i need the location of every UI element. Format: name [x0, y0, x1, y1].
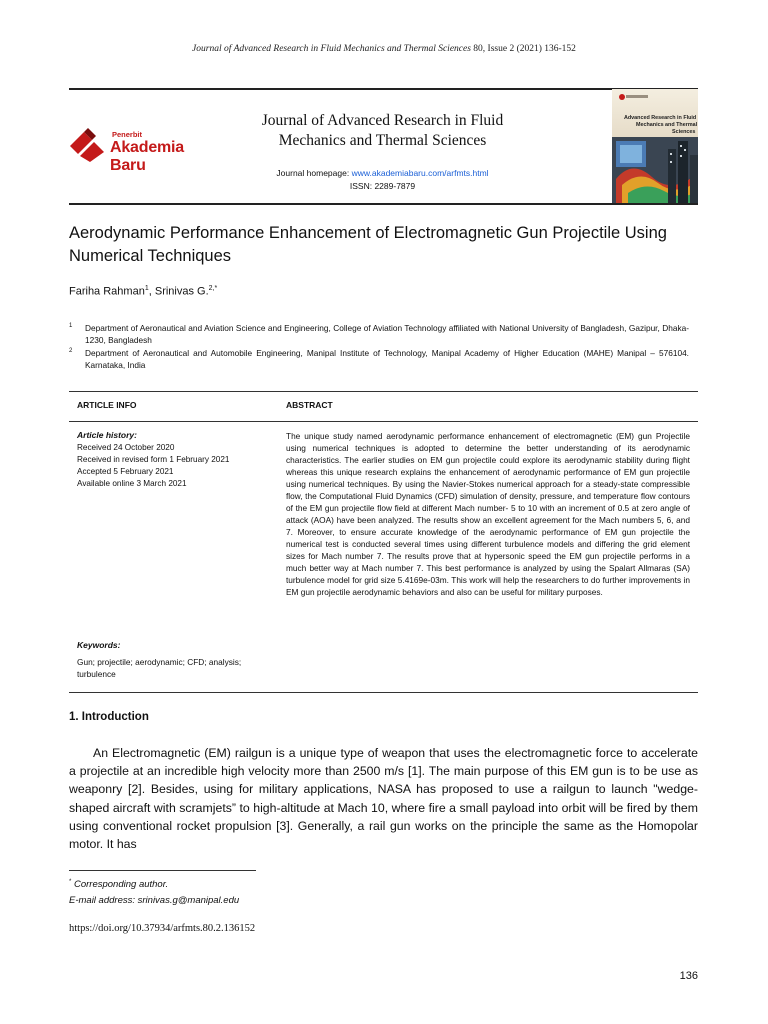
article-authors	[69, 285, 217, 298]
homepage-link[interactable]: www.akademiabaru.com/arfmts.html	[351, 168, 489, 178]
abstract-header: ABSTRACT	[286, 400, 333, 410]
keywords-text: Gun; projectile; aerodynamic; CFD; analysis; turbulence	[77, 657, 242, 679]
journal-homepage	[215, 168, 550, 178]
publisher-penerbit: Penerbit	[112, 130, 143, 139]
footnote-corresponding	[69, 879, 168, 890]
journal-name-line2: Mechanics and Thermal Sciences	[278, 132, 487, 149]
running-head-issue: 80, Issue 2 (2021) 136-152	[473, 44, 576, 54]
journal-issn: ISSN: 2289-7879	[349, 181, 416, 191]
author-1-affil: 1	[144, 285, 149, 292]
page-number: 136	[679, 970, 698, 982]
affiliation-2-text: Department of Aeronautical and Automobile Engineering, Manipal Institute of Technology, Manipal Academy of Higher Education (MAHE) Manipal – 576104. Karnataka, India	[85, 348, 689, 370]
journal-name	[215, 111, 550, 151]
affiliation-1-text: Department of Aeronautical and Aviation Science and Engineering, College of Aviation Technology affiliated with National University of Bangladesh, Gazipur, Dhaka-1230, Bangladesh	[85, 323, 689, 345]
abstract-text: The unique study named aerodynamic performance enhancement of electromagnetic (EM) gun Projectile using numerical techniques is adopted to determine the better understanding of its aerodynamic characteristics. The earlier studies on EM gun projectile could explore its aerodynamic stability during flight whereas this unique research explains the enhancement of aerodynamic performance of EM gun projectile using numerical techniques. By using the Navier-Stokes numerical approach for a steady-state compressible flow, the Computational Fluid Dynamics (CFD) simulation of density, pressure, and temperature flow contours of the EM gun projectile flow field at different Mach number- 5 to 10 with an increment of 0.5 at zero angle of attack (AOA) have been analyzed. The results show an excellent agreement for the Mach numbers 5, 6, and 7. Moreover, to ensure accurate knowledge of the aerodynamic performance of EM gun projectile the numerical test is conducted several times using different turbulence models and differing the grid element sizes for Mach number 7. The results prove that at hypersonic speed the EM gun projectile performs in a much better way at Mach number 7. This best performance is analyzed by using the Spalart Allmaras (SA) turbulence model for grid size 5.4169e-03m. This work will help the researchers to do further improvements in EM gun projectile aerodynamic behaviors and also can be useful for military purposes.	[286, 431, 690, 597]
footnote-mark: *	[69, 879, 72, 885]
header-bottom-rule	[69, 203, 698, 205]
section-heading-introduction: 1. Introduction	[69, 711, 149, 723]
publisher-logo	[68, 126, 208, 174]
article-history-title: Article history:	[77, 430, 137, 440]
affiliation-2-number: 2	[69, 348, 73, 354]
journal-name-line1: Journal of Advanced Research in Fluid	[261, 112, 504, 129]
cover-title-line1: Advanced Research in Fluid	[624, 115, 697, 121]
info-box-top-rule	[69, 391, 698, 392]
footnote-corresponding-text: Corresponding author.	[71, 879, 169, 891]
history-received: Received 24 October 2020	[77, 443, 175, 452]
history-accepted: Accepted 5 February 2021	[77, 467, 174, 476]
journal-cover-image	[612, 89, 698, 203]
author-separator: ,	[148, 285, 155, 298]
akademia-baru-logo-icon	[68, 126, 110, 166]
info-box-bottom-rule	[69, 692, 698, 693]
homepage-label: Journal homepage:	[276, 168, 352, 178]
running-head-journal: Journal of Advanced Research in Fluid Mechanics and Thermal Sciences	[192, 44, 471, 54]
publisher-name: Akademia Baru	[110, 139, 184, 174]
footnote-email: E-mail address: srinivas.g@manipal.edu	[69, 895, 240, 906]
article-title: Aerodynamic Performance Enhancement of Electromagnetic Gun Projectile Using Numerical Techniques	[69, 224, 667, 265]
introduction-paragraph: An Electromagnetic (EM) railgun is a unique type of weapon that uses the electromagnetic force to accelerate a projectile at an incredible high velocity more than 2500 m/s [1]. The main purpose of this EM gun is to be use as weaponry [2]. Besides, using for military applications, NASA has proposed to use a railgun to launch "wedge-shaped aircraft with scramjets” to high-altitude at Mach 10, where fire a small payload into orbit will be fired by them using conventional rocket propulsion [3]. Generally, a rail gun works on the principle the same as the Homopolar motor. It has	[69, 746, 698, 852]
author-2: Srinivas G.	[154, 285, 209, 298]
cover-title-line3: Sciences	[672, 129, 696, 135]
header-top-rule	[69, 88, 698, 90]
affiliation-1-number: 1	[69, 323, 73, 329]
footnote-rule	[69, 870, 256, 871]
cover-title-line2: Mechanics and Thermal	[636, 122, 698, 128]
author-1: Fariha Rahman	[69, 285, 145, 298]
running-head	[0, 44, 768, 54]
info-box-header-rule	[69, 421, 698, 422]
keywords-title: Keywords:	[77, 640, 121, 650]
article-info-header: ARTICLE INFO	[77, 400, 137, 410]
doi-link[interactable]: https://doi.org/10.37934/arfmts.80.2.136152	[69, 923, 256, 934]
history-online: Available online 3 March 2021	[77, 479, 187, 488]
author-2-affil: 2,*	[208, 285, 218, 292]
history-revised: Received in revised form 1 February 2021	[77, 455, 230, 464]
